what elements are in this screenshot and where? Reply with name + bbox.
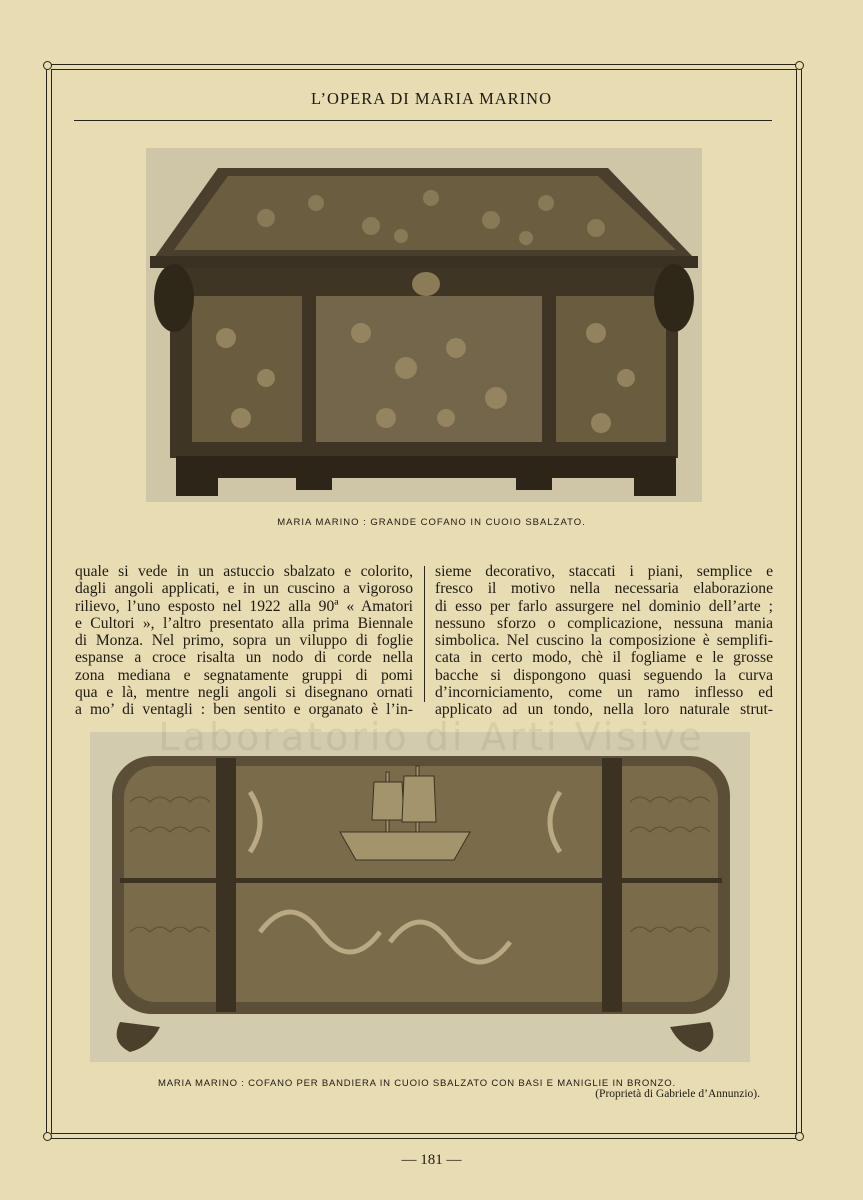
text-line: e Cultori », l’altro presentato alla prima Biennale xyxy=(75,614,413,632)
page-header-title: L’OPERA DI MARIA MARINO xyxy=(310,89,553,108)
corner-ornament xyxy=(43,1132,52,1141)
text-line: di Monza. Nel primo, sopra un viluppo di foglie xyxy=(75,632,413,650)
text-line: simbolica. Nel cuscino la composizione è semplifi- xyxy=(435,632,773,650)
text-line: rilievo, l’uno esposto nel 1922 alla 90ª « Amatori xyxy=(75,597,413,615)
corner-ornament xyxy=(795,61,804,70)
photo-cofano-per-bandiera xyxy=(90,732,750,1062)
chest-illustration xyxy=(146,148,702,502)
text-line: zona mediana e segnatamente gruppi di pomi xyxy=(75,666,413,684)
text-line: di esso per farlo assurgere nel dominio dell’arte ; xyxy=(435,597,773,615)
flag-chest-illustration xyxy=(90,732,750,1062)
text-line: dagli angoli applicati, e in un cuscino a vigoroso xyxy=(75,580,413,598)
text-column-right xyxy=(435,563,773,719)
text-line: espanse a croce risalta un nodo di corde nella xyxy=(75,649,413,667)
photo-grande-cofano xyxy=(146,148,702,502)
corner-ornament xyxy=(795,1132,804,1141)
text-line: a mo’ di ventagli : ben sentito e organato è l’in- xyxy=(75,701,413,719)
text-line: fresco il motivo nella necessaria elaborazione xyxy=(435,580,773,598)
text-line: cata in certo modo, chè il fogliame e le grosse xyxy=(435,649,773,667)
figure1-caption: MARIA MARINO : GRANDE COFANO IN CUOIO SBALZATO. xyxy=(277,517,586,528)
text-line: bacche si dispongono quasi seguendo la curva xyxy=(435,666,773,684)
text-line: nessuno sforzo o complicazione, nessuna mania xyxy=(435,614,773,632)
text-line: applicato ad un tondo, nella loro naturale strut- xyxy=(435,701,773,719)
page-number: — 181 — xyxy=(401,1152,462,1168)
figure2-credit: (Proprietà di Gabriele d’Annunzio). xyxy=(595,1088,760,1100)
text-line: quale si vede in un astuccio sbalzato e colorito, xyxy=(75,563,413,580)
text-line: qua e là, mentre negli angoli si disegnano ornati xyxy=(75,684,413,702)
text-line: d’incorniciamento, come un ramo inflesso ed xyxy=(435,684,773,702)
text-line: sieme decorativo, staccati i piani, semplice e xyxy=(435,563,773,580)
corner-ornament xyxy=(43,61,52,70)
figure2-caption: MARIA MARINO : COFANO PER BANDIERA IN CUOIO SBALZATO CON BASI E MANIGLIE IN BRONZO. xyxy=(158,1078,676,1089)
header-rule xyxy=(74,120,772,121)
text-column-left xyxy=(75,563,413,719)
column-divider xyxy=(424,566,425,702)
